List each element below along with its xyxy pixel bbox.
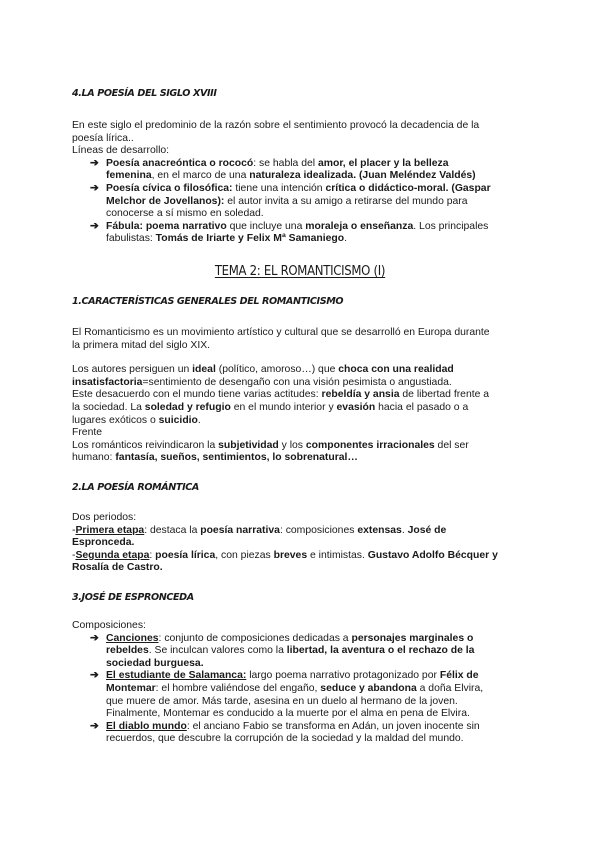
section-body-poesia-romantica <box>72 512 534 575</box>
list-item: ➔ Canciones: conjunto de composiciones dedicadas a personajes marginales o rebeldes. Se inculcan valores como la libertad, la aventura o el rechazo de la sociedad burguesa. <box>90 632 475 669</box>
paragraph: Composiciones: <box>72 620 146 631</box>
paragraph: En este siglo el predominio de la razón sobre el sentimiento provocó la decadencia de la poesía lírica.. <box>72 120 480 144</box>
arrow-icon: ➔ <box>90 632 99 644</box>
section-heading-caracteristicas: 1.CARACTERÍSTICAS GENERALES DEL ROMANTICISMO <box>72 296 344 307</box>
section-body-caracteristicas <box>72 327 534 465</box>
list-item: ➔ El diablo mundo: el anciano Fabio se transforma en Adán, un joven inocente sin recuerdos, que descubre la corrupción de la sociedad y la maldad del mundo. <box>90 720 480 745</box>
page-title: TEMA 2: EL ROMANTICISMO (I) <box>214 264 386 279</box>
arrow-icon: ➔ <box>90 182 99 194</box>
section-body-espronceda <box>72 620 534 746</box>
section-heading-poesia-romantica: 2.LA POESÍA ROMÁNTICA <box>72 482 199 493</box>
paragraph: Los autores persiguen un ideal (político, amoroso…) que choca con una realidad insatisfactoria=sentimiento de desengaño con una visión pesimista o angustiada. Este desacuerdo con el mundo tiene varias actitudes: rebeldía y ansia de libertad frente a la sociedad. La soledad y refugio en el mundo interior y evasión hacia el pasado o a lugares exóticos o suicidio. Frente Los románticos reivindicaron la subjetividad y los componentes irracionales del ser humano: fantasía, sueños, sentimientos, lo sobrenatural… <box>72 364 490 464</box>
section-body-siglo-xviii <box>72 120 534 246</box>
paragraph: El Romanticismo es un movimiento artístico y cultural que se desarrolló en Europa durante la primera mitad del siglo XIX. <box>72 327 490 351</box>
paragraph: Líneas de desarrollo: <box>72 145 170 157</box>
list-item: ➔ Fábula: poema narrativo que incluye una moraleja o enseñanza. Los principales fabulistas: Tomás de Iriarte y Felix Mª Samaniego. <box>90 220 489 245</box>
list-item: ➔ Poesía cívica o filosófica: tiene una intención crítica o didáctico-moral. (Gaspar Melchor de Jovellanos): el autor invita a su amigo a retirarse del mundo para conocerse a sí mismo en soledad. <box>90 182 491 220</box>
list-item: ➔ El estudiante de Salamanca: largo poema narrativo protagonizado por Félix de Montemar: el hombre valiéndose del engaño, seduce y abandona a doña Elvira, que muere de amor. Más tarde, asesina en un duelo al hermano de la joven. Finalmente, Montemar es conducido a la muerte por el alma en pena de Elvira. <box>90 670 484 720</box>
list-item: ➔ Poesía anacreóntica o rococó: se habla del amor, el placer y la belleza femenina, en el marco de una naturaleza idealizada. (Juan Meléndez Valdés) <box>90 157 476 182</box>
arrow-icon: ➔ <box>90 720 99 732</box>
arrow-icon: ➔ <box>90 670 99 682</box>
paragraph: Dos periodos: -Primera etapa: destaca la poesía narrativa: composiciones extensas. José de Espronceda. -Segunda etapa: poesía lírica, con piezas breves e intimistas. Gustavo Adolfo Bécquer y Rosalía de Castro. <box>72 512 498 574</box>
arrow-icon: ➔ <box>90 220 99 232</box>
section-heading-siglo-xviii: 4.LA POESÍA DEL SIGLO XVIII <box>72 88 217 99</box>
section-heading-espronceda: 3.JOSÉ DE ESPRONCEDA <box>72 592 194 603</box>
arrow-icon: ➔ <box>90 157 99 169</box>
